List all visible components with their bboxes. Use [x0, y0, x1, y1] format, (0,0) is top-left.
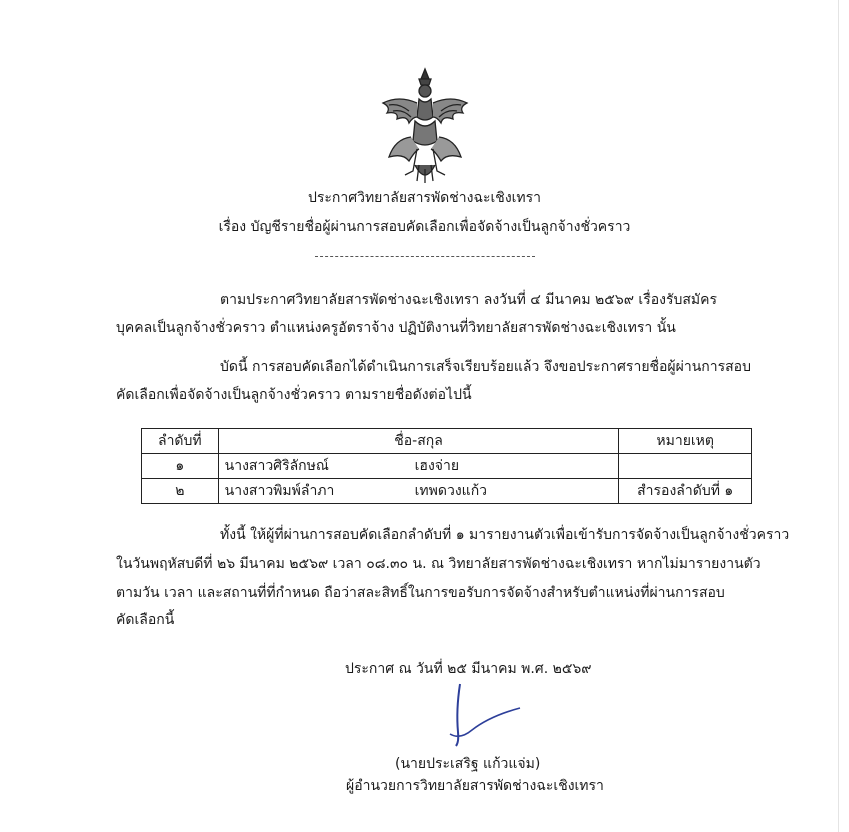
- paragraph-2-line-2: คัดเลือกเพื่อจัดจ้างเป็นลูกจ้างชั่วคราว ตามรายชื่อดังต่อไปนี้: [116, 387, 472, 403]
- paragraph-3-line-1: ทั้งนี้ ให้ผู้ที่ผ่านการสอบคัดเลือกลำดับที่ ๑ มารายงานตัวเพื่อเข้ารับการจัดจ้างเป็นลูกจ้างชั่วคราว: [220, 527, 790, 543]
- scan-edge: [838, 0, 839, 832]
- row-first-name: นางสาวพิมพ์ลำภา: [224, 483, 335, 499]
- row-last-name: เทพดวงแก้ว: [414, 483, 488, 499]
- row-note: [619, 454, 752, 479]
- row-note: สำรองลำดับที่ ๑: [619, 479, 752, 504]
- signer-position: ผู้อำนวยการวิทยาลัยสารพัดช่างฉะเชิงเทรา: [346, 778, 604, 794]
- signature: [420, 680, 530, 750]
- paragraph-1-line-2: บุคคลเป็นลูกจ้างชั่วคราว ตำแหน่งครูอัตราจ้าง ปฏิบัติงานที่วิทยาลัยสารพัดช่างฉะเชิงเทรา นั้น: [116, 320, 676, 336]
- table-row: [142, 454, 752, 479]
- announcement-date: ประกาศ ณ วันที่ ๒๕ มีนาคม พ.ศ. ๒๕๖๙: [345, 661, 592, 677]
- paragraph-3-line-2: ในวันพฤหัสบดีที่ ๒๖ มีนาคม ๒๕๖๙ เวลา ๐๘.๓๐ น. ณ วิทยาลัยสารพัดช่างฉะเชิงเทรา หากไม่มารายงานตัว: [116, 556, 761, 572]
- garuda-emblem: [375, 65, 475, 187]
- row-fullname: [218, 454, 619, 479]
- header-name: ชื่อ-สกุล: [218, 429, 619, 454]
- paragraph-3-line-4: คัดเลือกนี้: [116, 612, 175, 628]
- row-fullname: [218, 479, 619, 504]
- paragraph-1-line-1: ตามประกาศวิทยาลัยสารพัดช่างฉะเชิงเทรา ลงวันที่ ๔ มีนาคม ๒๕๖๙ เรื่องรับสมัคร: [220, 292, 718, 308]
- paragraph-2-line-1: บัดนี้ การสอบคัดเลือกได้ดำเนินการเสร็จเรียบร้อยแล้ว จึงขอประกาศรายชื่อผู้ผ่านการสอบ: [220, 359, 751, 375]
- row-last-name: เฮงจ่าย: [414, 458, 460, 474]
- announcement-title: ประกาศวิทยาลัยสารพัดช่างฉะเชิงเทรา: [307, 190, 542, 206]
- announcement-subject: เรื่อง บัญชีรายชื่อผู้ผ่านการสอบคัดเลือกเพื่อจัดจ้างเป็นลูกจ้างชั่วคราว: [218, 219, 631, 235]
- signer-name: (นายประเสริฐ แก้วแจ่ม): [395, 756, 541, 772]
- table-header-row: [142, 429, 752, 454]
- header-no: ลำดับที่: [142, 429, 219, 454]
- row-no: ๑: [142, 454, 219, 479]
- header-note: หมายเหตุ: [619, 429, 752, 454]
- title-divider: [315, 256, 535, 257]
- table-row: [142, 479, 752, 504]
- results-table: [141, 428, 752, 504]
- row-no: ๒: [142, 479, 219, 504]
- paragraph-3-line-3: ตามวัน เวลา และสถานที่ที่กำหนด ถือว่าสละสิทธิ์ในการขอรับการจัดจ้างสำหรับตำแหน่งที่ผ่านการสอบ: [116, 585, 725, 601]
- row-first-name: นางสาวศิริลักษณ์: [224, 458, 329, 474]
